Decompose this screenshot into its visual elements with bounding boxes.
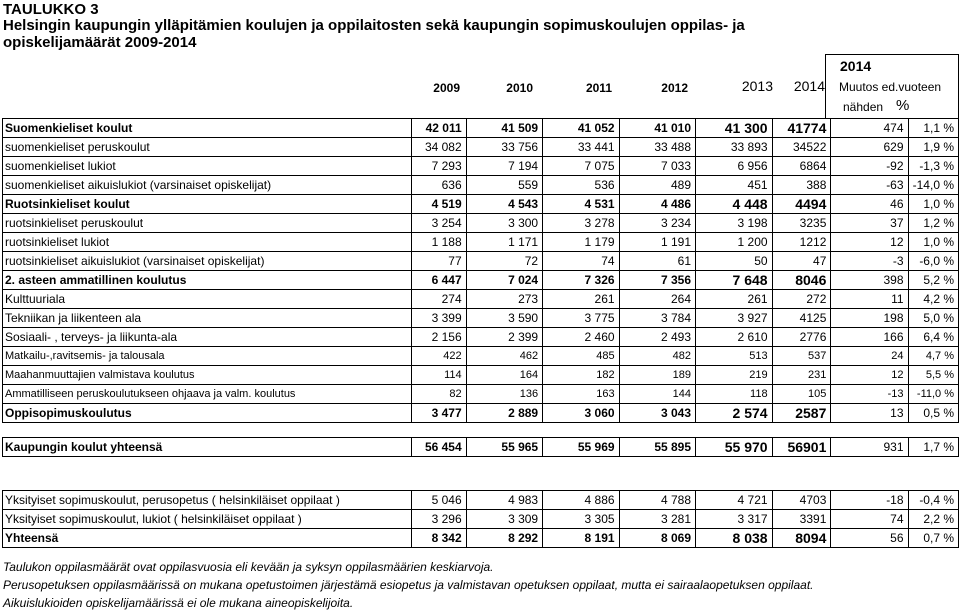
- cell-change-pct: 1,0 %: [908, 195, 958, 214]
- row-label: suomenkieliset peruskoulut: [3, 138, 412, 157]
- cell-2013: 3 198: [696, 214, 773, 233]
- cell-change-pct: -0,4 %: [908, 491, 958, 510]
- spacer-row: [3, 423, 959, 438]
- footnote-2: Perusopetuksen oppilasmäärissä on mukana opetustoimen järjestämä esiopetus ja valmistavan opetuksen oppilaat, mutta ei sairaalaopetuksen oppilaat.: [3, 578, 814, 592]
- cell-2009: 274: [411, 290, 466, 309]
- spacer-cell: [543, 423, 619, 438]
- cell-2010: 2 399: [466, 328, 542, 347]
- cell-2012: 482: [619, 347, 695, 366]
- cell-2010: 72: [466, 252, 542, 271]
- table-title-line-2: opiskelijamäärät 2009-2014: [3, 34, 197, 51]
- year-header-2010: 2010: [506, 81, 533, 95]
- cell-change-pct: -6,0 %: [908, 252, 958, 271]
- cell-2009: 636: [411, 176, 466, 195]
- cell-2012: 264: [619, 290, 695, 309]
- cell-2011: 1 179: [543, 233, 619, 252]
- cell-2010: 8 292: [466, 529, 542, 548]
- cell-change: 931: [831, 438, 908, 457]
- cell-2011: 163: [543, 385, 619, 404]
- cell-2012: 41 010: [619, 119, 695, 138]
- cell-2011: 41 052: [543, 119, 619, 138]
- row-label: suomenkieliset aikuislukiot (varsinaiset opiskelijat): [3, 176, 412, 195]
- cell-2014: 4703: [772, 491, 831, 510]
- cell-change: 12: [831, 366, 908, 385]
- cell-change-pct: 0,5 %: [908, 404, 958, 423]
- cell-2011: 3 305: [543, 510, 619, 529]
- table-row: [3, 252, 959, 271]
- cell-2010: 462: [466, 347, 542, 366]
- table-row: [3, 510, 959, 529]
- row-label: Yksityiset sopimuskoulut, lukiot ( helsinkiläiset oppilaat ): [3, 510, 412, 529]
- cell-2009: 2 156: [411, 328, 466, 347]
- cell-2013: 219: [696, 366, 773, 385]
- cell-change-pct: 5,0 %: [908, 309, 958, 328]
- cell-change: 37: [831, 214, 908, 233]
- cell-2012: 61: [619, 252, 695, 271]
- cell-2009: 6 447: [411, 271, 466, 290]
- row-label: Yhteensä: [3, 529, 412, 548]
- cell-2013: 50: [696, 252, 773, 271]
- cell-change: -3: [831, 252, 908, 271]
- cell-2012: 189: [619, 366, 695, 385]
- cell-2012: 3 281: [619, 510, 695, 529]
- spacer-cell: [772, 423, 831, 438]
- cell-change: 11: [831, 290, 908, 309]
- cell-2010: 7 024: [466, 271, 542, 290]
- cell-2013: 451: [696, 176, 773, 195]
- cell-change: 629: [831, 138, 908, 157]
- cell-2009: 422: [411, 347, 466, 366]
- cell-2013: 3 927: [696, 309, 773, 328]
- row-label: Tekniikan ja liikenteen ala: [3, 309, 412, 328]
- footnote-3: Aikuislukioiden opiskelijamäärissä ei ole mukana aineopiskelijoita.: [3, 596, 354, 610]
- cell-change-pct: 5,2 %: [908, 271, 958, 290]
- row-label: 2. asteen ammatillinen koulutus: [3, 271, 412, 290]
- cell-2014: 4494: [772, 195, 831, 214]
- row-label: Oppisopimuskoulutus: [3, 404, 412, 423]
- cell-2011: 8 191: [543, 529, 619, 548]
- table-row: [3, 119, 959, 138]
- cell-2014: 3235: [772, 214, 831, 233]
- cell-2014: 56901: [772, 438, 831, 457]
- cell-2013: 513: [696, 347, 773, 366]
- cell-2009: 42 011: [411, 119, 466, 138]
- cell-change: -13: [831, 385, 908, 404]
- spacer-cell: [619, 457, 695, 491]
- cell-2011: 182: [543, 366, 619, 385]
- cell-2010: 41 509: [466, 119, 542, 138]
- cell-2009: 8 342: [411, 529, 466, 548]
- cell-2013: 55 970: [696, 438, 773, 457]
- cell-2012: 3 784: [619, 309, 695, 328]
- row-label: Kaupungin koulut yhteensä: [3, 438, 412, 457]
- cell-2009: 4 519: [411, 195, 466, 214]
- spacer-cell: [831, 423, 908, 438]
- cell-2013: 6 956: [696, 157, 773, 176]
- cell-2012: 144: [619, 385, 695, 404]
- cell-2010: 7 194: [466, 157, 542, 176]
- cell-2011: 33 441: [543, 138, 619, 157]
- change-year-header: 2014: [840, 58, 872, 74]
- row-label: Matkailu-,ravitsemis- ja talousala: [3, 347, 412, 366]
- cell-2011: 3 775: [543, 309, 619, 328]
- cell-2011: 3 278: [543, 214, 619, 233]
- change-nahden-header: nähden: [843, 100, 884, 114]
- cell-change: 474: [831, 119, 908, 138]
- cell-2010: 4 983: [466, 491, 542, 510]
- cell-2009: 7 293: [411, 157, 466, 176]
- table-row: [3, 214, 959, 233]
- cell-2009: 114: [411, 366, 466, 385]
- spacer-cell: [908, 457, 958, 491]
- cell-2009: 3 399: [411, 309, 466, 328]
- cell-2011: 485: [543, 347, 619, 366]
- table-row: [3, 138, 959, 157]
- cell-2011: 3 060: [543, 404, 619, 423]
- row-label: ruotsinkieliset lukiot: [3, 233, 412, 252]
- table-row: [3, 157, 959, 176]
- cell-2013: 4 448: [696, 195, 773, 214]
- table-row: [3, 491, 959, 510]
- row-label: Kulttuuriala: [3, 290, 412, 309]
- spacer-cell: [543, 457, 619, 491]
- cell-2013: 3 317: [696, 510, 773, 529]
- row-label: ruotsinkieliset aikuislukiot (varsinaiset opiskelijat): [3, 252, 412, 271]
- cell-2012: 489: [619, 176, 695, 195]
- cell-change-pct: 6,4 %: [908, 328, 958, 347]
- spacer-cell: [696, 457, 773, 491]
- table-number: TAULUKKO 3: [3, 1, 99, 18]
- spacer-row: [3, 457, 959, 491]
- cell-2013: 4 721: [696, 491, 773, 510]
- cell-2010: 2 889: [466, 404, 542, 423]
- cell-2010: 3 590: [466, 309, 542, 328]
- table-row: [3, 309, 959, 328]
- cell-2012: 2 493: [619, 328, 695, 347]
- cell-2010: 273: [466, 290, 542, 309]
- cell-change: 12: [831, 233, 908, 252]
- cell-2010: 559: [466, 176, 542, 195]
- cell-2011: 7 075: [543, 157, 619, 176]
- row-label: Maahanmuuttajien valmistava koulutus: [3, 366, 412, 385]
- cell-change-pct: 1,2 %: [908, 214, 958, 233]
- cell-2013: 2 610: [696, 328, 773, 347]
- year-header-2013: 2013: [741, 78, 773, 94]
- year-header-2009: 2009: [433, 81, 460, 95]
- cell-2012: 55 895: [619, 438, 695, 457]
- year-header-2011: 2011: [585, 81, 612, 95]
- table-row: [3, 438, 959, 457]
- cell-change-pct: 1,9 %: [908, 138, 958, 157]
- cell-change: -92: [831, 157, 908, 176]
- row-label: Ammatilliseen peruskoulutukseen ohjaava ja valm. koulutus: [3, 385, 412, 404]
- row-label: ruotsinkieliset peruskoulut: [3, 214, 412, 233]
- cell-2011: 55 969: [543, 438, 619, 457]
- row-label: Ruotsinkieliset koulut: [3, 195, 412, 214]
- cell-2009: 3 477: [411, 404, 466, 423]
- cell-change: -63: [831, 176, 908, 195]
- cell-change: 56: [831, 529, 908, 548]
- spacer-cell: [619, 423, 695, 438]
- cell-2011: 7 326: [543, 271, 619, 290]
- spacer-cell: [411, 423, 466, 438]
- spacer-cell: [908, 423, 958, 438]
- cell-2014: 34522: [772, 138, 831, 157]
- cell-2014: 6864: [772, 157, 831, 176]
- cell-2012: 33 488: [619, 138, 695, 157]
- cell-2011: 4 531: [543, 195, 619, 214]
- cell-2009: 1 188: [411, 233, 466, 252]
- cell-change: 13: [831, 404, 908, 423]
- cell-2013: 118: [696, 385, 773, 404]
- spacer-cell: [696, 423, 773, 438]
- cell-2013: 41 300: [696, 119, 773, 138]
- cell-2013: 2 574: [696, 404, 773, 423]
- cell-2014: 2776: [772, 328, 831, 347]
- cell-2010: 1 171: [466, 233, 542, 252]
- cell-2012: 7 033: [619, 157, 695, 176]
- cell-2010: 136: [466, 385, 542, 404]
- spacer-cell: [411, 457, 466, 491]
- cell-change: -18: [831, 491, 908, 510]
- cell-change: 24: [831, 347, 908, 366]
- spacer-cell: [466, 423, 542, 438]
- cell-2012: 3 043: [619, 404, 695, 423]
- cell-change: 198: [831, 309, 908, 328]
- cell-2014: 537: [772, 347, 831, 366]
- cell-2012: 1 191: [619, 233, 695, 252]
- cell-change-pct: -1,3 %: [908, 157, 958, 176]
- cell-change-pct: 4,2 %: [908, 290, 958, 309]
- row-label: Yksityiset sopimuskoulut, perusopetus ( helsinkiläiset oppilaat ): [3, 491, 412, 510]
- cell-change-pct: 2,2 %: [908, 510, 958, 529]
- cell-2009: 3 254: [411, 214, 466, 233]
- table-row: [3, 529, 959, 548]
- cell-2012: 8 069: [619, 529, 695, 548]
- cell-2011: 74: [543, 252, 619, 271]
- cell-2014: 41774: [772, 119, 831, 138]
- table-row: [3, 195, 959, 214]
- table-row: [3, 176, 959, 195]
- change-percent-header: %: [896, 97, 910, 114]
- cell-2014: 4125: [772, 309, 831, 328]
- cell-change: 74: [831, 510, 908, 529]
- cell-2014: 8046: [772, 271, 831, 290]
- cell-2010: 55 965: [466, 438, 542, 457]
- cell-2009: 34 082: [411, 138, 466, 157]
- change-label-header: Muutos ed.vuoteen: [839, 80, 942, 94]
- cell-2011: 261: [543, 290, 619, 309]
- spacer-cell: [831, 457, 908, 491]
- spacer-cell: [3, 423, 412, 438]
- cell-change: 398: [831, 271, 908, 290]
- cell-2009: 3 296: [411, 510, 466, 529]
- year-header-2012: 2012: [661, 81, 688, 95]
- cell-2011: 2 460: [543, 328, 619, 347]
- cell-2009: 77: [411, 252, 466, 271]
- cell-change-pct: -11,0 %: [908, 385, 958, 404]
- spacer-cell: [772, 457, 831, 491]
- table-row: [3, 233, 959, 252]
- row-label: Suomenkieliset koulut: [3, 119, 412, 138]
- footnote-1: Taulukon oppilasmäärät ovat oppilasvuosia eli kevään ja syksyn oppilasmäärien keskiarvoja.: [3, 560, 494, 574]
- cell-2010: 164: [466, 366, 542, 385]
- cell-2010: 3 309: [466, 510, 542, 529]
- table-row: [3, 366, 959, 385]
- cell-2010: 3 300: [466, 214, 542, 233]
- cell-2014: 105: [772, 385, 831, 404]
- cell-change-pct: 4,7 %: [908, 347, 958, 366]
- cell-2009: 56 454: [411, 438, 466, 457]
- cell-change: 166: [831, 328, 908, 347]
- cell-2013: 7 648: [696, 271, 773, 290]
- cell-2014: 388: [772, 176, 831, 195]
- row-label: Sosiaali- , terveys- ja liikunta-ala: [3, 328, 412, 347]
- table-row: [3, 290, 959, 309]
- cell-2014: 272: [772, 290, 831, 309]
- cell-2012: 7 356: [619, 271, 695, 290]
- cell-2010: 33 756: [466, 138, 542, 157]
- table-row: [3, 271, 959, 290]
- cell-2010: 4 543: [466, 195, 542, 214]
- table-title-line-1: Helsingin kaupungin ylläpitämien koulujen ja oppilaitosten sekä kaupungin sopimuskoulujen oppilas- ja: [3, 17, 745, 34]
- cell-2012: 4 788: [619, 491, 695, 510]
- cell-2009: 5 046: [411, 491, 466, 510]
- cell-change-pct: 1,1 %: [908, 119, 958, 138]
- cell-2011: 536: [543, 176, 619, 195]
- cell-change-pct: 1,0 %: [908, 233, 958, 252]
- cell-change: 46: [831, 195, 908, 214]
- cell-change-pct: -14,0 %: [908, 176, 958, 195]
- spacer-cell: [466, 457, 542, 491]
- row-label: suomenkieliset lukiot: [3, 157, 412, 176]
- cell-2014: 2587: [772, 404, 831, 423]
- student-count-table: [2, 118, 959, 548]
- table-row: [3, 347, 959, 366]
- cell-2011: 4 886: [543, 491, 619, 510]
- cell-2013: 33 893: [696, 138, 773, 157]
- cell-2014: 1212: [772, 233, 831, 252]
- cell-2013: 261: [696, 290, 773, 309]
- cell-2014: 47: [772, 252, 831, 271]
- year-header-2014: 2014: [793, 78, 825, 94]
- cell-2009: 82: [411, 385, 466, 404]
- cell-2013: 8 038: [696, 529, 773, 548]
- cell-change-pct: 0,7 %: [908, 529, 958, 548]
- cell-2012: 4 486: [619, 195, 695, 214]
- cell-2014: 8094: [772, 529, 831, 548]
- table-row: [3, 328, 959, 347]
- cell-2013: 1 200: [696, 233, 773, 252]
- table-row: [3, 385, 959, 404]
- cell-2014: 3391: [772, 510, 831, 529]
- spacer-cell: [3, 457, 412, 491]
- cell-change-pct: 1,7 %: [908, 438, 958, 457]
- table-row: [3, 404, 959, 423]
- cell-2014: 231: [772, 366, 831, 385]
- cell-2012: 3 234: [619, 214, 695, 233]
- cell-change-pct: 5,5 %: [908, 366, 958, 385]
